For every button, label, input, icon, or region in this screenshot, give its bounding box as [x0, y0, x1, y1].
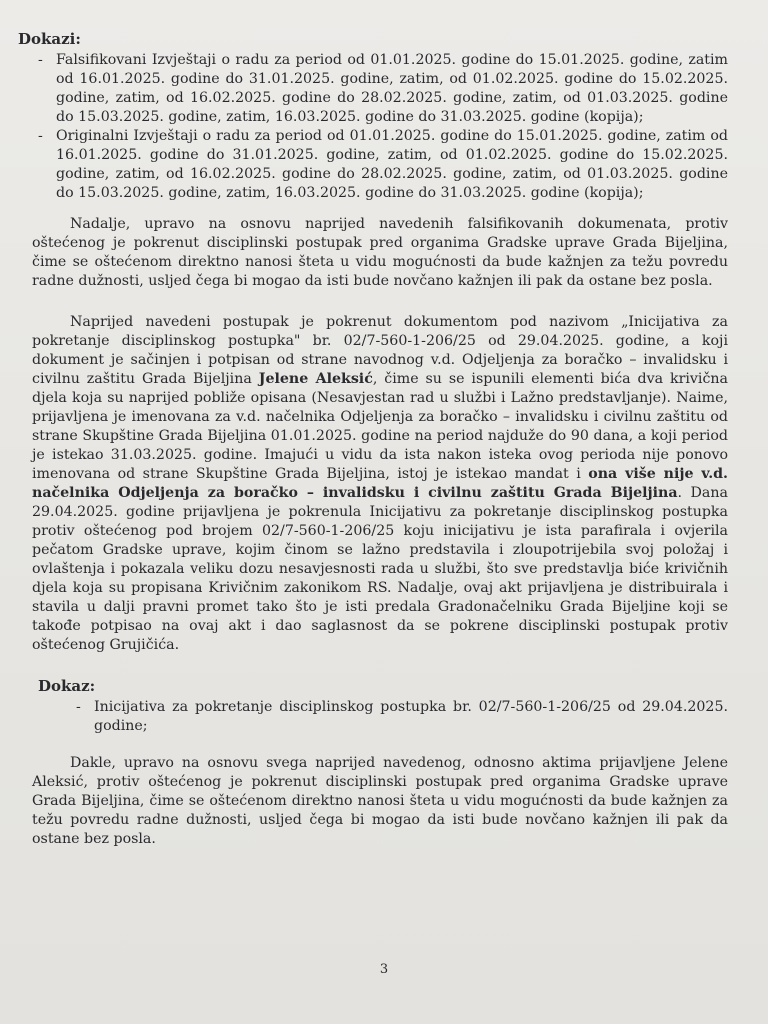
- evidence-item-initiative: - Inicijativa za pokretanje disciplinskog postupka br. 02/7-560-1-206/25 od 29.04.2025. godine;: [94, 698, 728, 736]
- accused-name: Jelene Aleksić: [258, 371, 373, 387]
- paragraph-initiative-text-1: Naprijed navedeni postupak je pokrenut dokumentom pod nazivom „Inicijativa za pokretanje disciplinskog postupka" br. 02/7-560-1-206/25 od 29.04.2025. godine, a koji dokument je sačinjen i potpisan od strane navodnog v.d. Odjeljenja za boračko – invalidsku i civilnu zaštitu Grada Bijeljina: [32, 314, 728, 387]
- evidence-heading: Dokazi:: [18, 30, 81, 48]
- mandate-expired-statement: ona više nije v.d. načelnika Odjeljenja za boračko – invalidsku i civilnu zaštitu Grada Bijeljina: [32, 466, 729, 501]
- evidence-list-2: [18, 698, 728, 736]
- evidence-section-2: [18, 677, 728, 736]
- paragraph-disciplinary-procedure: Nadalje, upravo na osnovu naprijed navedenih falsifikovanih dokumenata, protiv oštećenog je pokrenut disciplinski postupak pred organima Gradske uprave Grada Bijeljina, čime se oštećenom direktno nanosi šteta u vidu mogućnosti da bude kažnjen za težu povredu radne dužnosti, usljed čega bi mogao da isti bude novčano kažnjen ili pak da ostane bez posla.: [32, 216, 728, 289]
- paragraph-initiative: [18, 313, 728, 655]
- evidence-heading-2: Dokaz:: [38, 677, 96, 695]
- evidence-item-original-reports: - Originalni Izvještaji o radu za period od 01.01.2025. godine do 15.01.2025. godine, zatim od 16.01.2025. godine do 31.01.2025. godine, zatim, od 01.02.2025. godine do 15.02.2025. godine, zatim, od 16.02.2025. godine do 28.02.2025. godine, zatim, od 01.03.2025. godine do 15.03.2025. godine, zatim, 16.03.2025. godine do 31.03.2025. godine (kopija);: [56, 127, 728, 203]
- paragraph-initiative-text-3: . Dana 29.04.2025. godine prijavljena je pokrenula Inicijativu za pokretanje disciplinskog postupka protiv oštećenog pod brojem 02/7-560-1-206/25 koju inicijativu je ista parafirala i ovjerila pečatom Gradske uprave, kojim činom se lažno predstavila i zloupotrijebila svoj položaj i ovlaštenja i pokazala veliku dozu nesavjesnosti rada u službi, što sve predstavlja biće krivičnih djela koja su propisana Krivičnim zakonikom RS. Nadalje, ovaj akt prijavljena je distribuirala i stavila u dalji pravni promet tako što je isti predala Gradonačelniku Grada Bijeljine koji se takođe potpisao na ovaj akt i dao saglasnost da se pokrene disciplinski postupak protiv oštećenog Grujičića.: [32, 485, 728, 653]
- evidence-list: [18, 51, 728, 203]
- paragraph-conclusion: Dakle, upravo na osnovu svega naprijed navedenog, odnosno aktima prijavljene Jelene Aleksić, protiv oštećenog je pokrenut disciplinski postupak pred organima Gradske uprave Grada Bijeljina, čime se oštećenom direktno nanosi šteta u vidu mogućnosti da bude kažnjen za težu povredu radne dužnosti, usljed čega bi mogao da isti bude novčano kažnjen ili pak da ostane bez posla.: [32, 755, 728, 847]
- evidence-item-falsified-reports: - Falsifikovani Izvještaji o radu za period od 01.01.2025. godine do 15.01.2025. godine, zatim od 16.01.2025. godine do 31.01.2025. godine, zatim, od 01.02.2025. godine do 15.02.2025. godine, zatim, od 16.02.2025. godine do 28.02.2025. godine, zatim, od 01.03.2025. godine do 15.03.2025. godine, zatim, 16.03.2025. godine do 31.03.2025. godine (kopija);: [56, 51, 728, 127]
- paragraph-initiative-text-2: , čime su se ispunili elementi bića dva krivična djela koja su naprijed pobliže opisana (Nesavjestan rad u službi i Lažno predstavljanje). Naime, prijavljena je imenovana za v.d. načelnika Odjeljenja za boračko – invalidsku i civilnu zaštitu od strane Skupštine Grada Bijeljina 01.01.2025. godine na period najduže do 90 dana, a koji period je istekao 31.03.2025. godine. Imajući u vidu da ista nakon isteka ovog perioda nije ponovo imenovana od strane Skupštine Grada Bijeljina, istoj je istekao mandat i: [32, 371, 728, 482]
- page-number: 3: [379, 962, 389, 977]
